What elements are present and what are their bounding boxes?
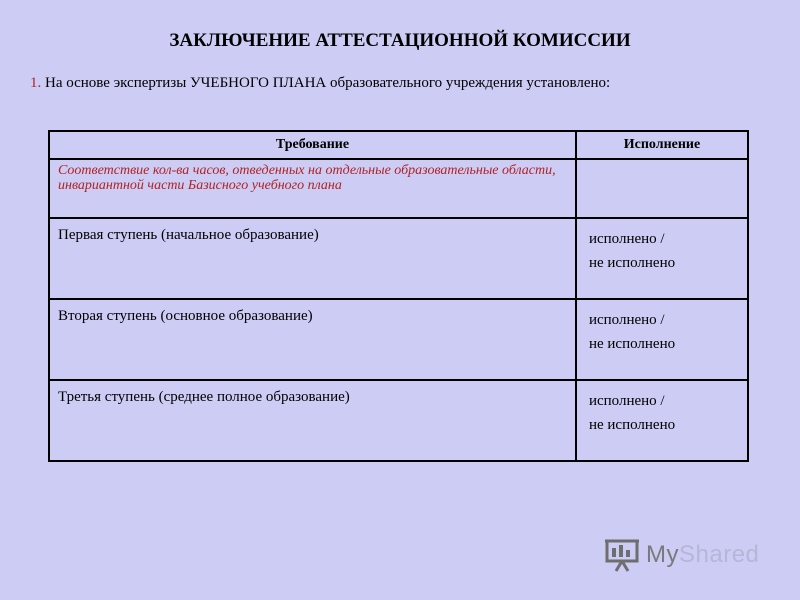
table-row xyxy=(49,380,748,461)
table-cell xyxy=(49,299,576,380)
execution-line-2: не исполнено xyxy=(588,255,676,271)
table-cell xyxy=(576,299,748,380)
table-row xyxy=(49,299,748,380)
execution-line-2: не исполнено xyxy=(588,336,676,352)
table-cell xyxy=(576,218,748,299)
intro-paragraph xyxy=(30,75,610,92)
requirement-text: Третья ступень (среднее полное образование) xyxy=(58,389,350,405)
requirement-text: Первая ступень (начальное образование) xyxy=(58,227,319,243)
table-cell xyxy=(576,380,748,461)
table-cell xyxy=(49,159,576,218)
execution-line-1: исполнено / xyxy=(588,231,665,247)
presentation-board-icon xyxy=(604,538,642,572)
table-cell xyxy=(49,218,576,299)
table-row-note xyxy=(49,159,748,218)
requirement-text: Вторая ступень (основное образование) xyxy=(58,308,313,324)
requirements-table xyxy=(48,130,749,462)
table-row xyxy=(49,218,748,299)
execution-line-1: исполнено / xyxy=(588,393,665,409)
requirement-note-text: Соответствие кол-ва часов, отведенных на отдельные образовательные области, инвариантной части Базисного учебного плана xyxy=(58,163,556,193)
table-header-row xyxy=(49,131,748,159)
execution-line-2: не исполнено xyxy=(588,417,676,433)
intro-text: На основе экспертизы УЧЕБНОГО ПЛАНА образовательного учреждения установлено: xyxy=(41,75,611,91)
logo-wordmark xyxy=(646,541,759,569)
page-title: ЗАКЛЮЧЕНИЕ АТТЕСТАЦИОННОЙ КОМИССИИ xyxy=(169,30,631,51)
intro-number: 1. xyxy=(30,75,42,91)
logo-text-shared: Shared xyxy=(679,541,760,568)
table-cell xyxy=(49,380,576,461)
header-execution: Исполнение xyxy=(576,131,748,159)
table-cell xyxy=(576,159,748,218)
execution-line-1: исполнено / xyxy=(588,312,665,328)
myshared-logo xyxy=(604,538,759,572)
logo-text-my: My xyxy=(646,541,679,568)
header-requirement: Требование xyxy=(49,131,576,159)
